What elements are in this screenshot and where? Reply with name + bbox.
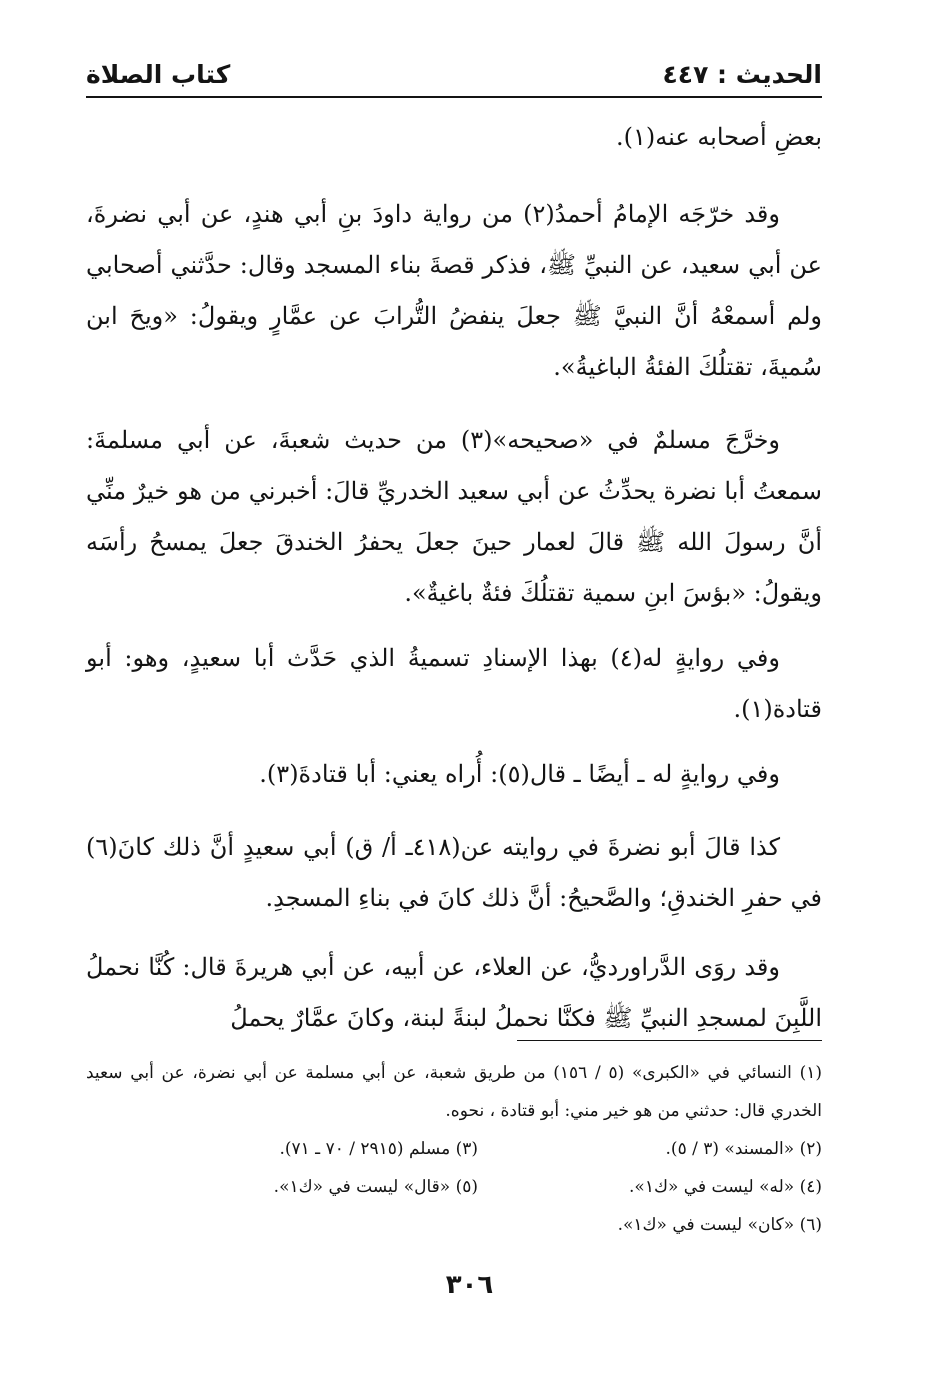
paragraph: وخرَّجَ مسلمٌ في «صحيحه»(٣) من حديث شعبةَ، عن أبي مسلمةَ: سمعتُ أبا نضرة يحدِّثُ عن أبي سعيد الخدريِّ قالَ: أخبرني من هو خيرٌ منِّي أنَّ رسولَ الله ﷺ قالَ لعمار حينَ جعلَ يحفرُ الخندقَ جعلَ يمسحُ رأسَه ويقولُ: «بؤسَ ابنِ سمية تقتلُكَ فئةٌ باغيةٌ».	[86, 426, 822, 607]
paragraph: بعضِ أصحابه عنه(١).	[616, 123, 822, 151]
paragraph: وقد روَى الدَّراورديُّ، عن العلاء، عن أبيه، عن أبي هريرةَ قال: كُنَّا نحملُ اللَّبِنَ لمسجدِ النبيِّ ﷺ فكنَّا نحملُ لبنةً لبنة، وكانَ عمَّارٌ يحملُ	[86, 953, 822, 1032]
paragraph: وفي روايةٍ له(٤) بهذا الإسنادِ تسميةُ الذي حَدَّث أبا سعيدٍ، وهو: أبو قتادة(١).	[86, 644, 822, 723]
footnote-4: (٤) «له» ليست في «ك١».	[629, 1177, 822, 1197]
footnote-row	[86, 1130, 822, 1168]
footnote-row	[86, 1168, 822, 1206]
footnote-5: (٥) «قال» ليست في «ك١».	[273, 1177, 478, 1197]
page-number: ٣٠٦	[445, 1270, 494, 1300]
footnote-divider	[517, 1040, 822, 1041]
footnote-3: (٣) مسلم (٢٩١٥ / ٧٠ ـ ٧١).	[279, 1139, 478, 1159]
main-text	[86, 112, 822, 1044]
footnote-row	[86, 1206, 822, 1244]
hadith-number-label: الحديث : ٤٤٧	[662, 60, 822, 89]
footnote-1: (١) النسائي في «الكبرى» (٥ / ١٥٦) من طريق شعبة، عن أبي مسلمة عن أبي نضرة، عن أبي سعيد الخدري قال: حدثني من هو خير مني: أبو قتادة ، نحوه.	[86, 1063, 822, 1121]
paragraph: كذا قالَ أبو نضرةَ في روايته عن(٤١٨ـ أ/ ق) أبي سعيدٍ أنَّ ذلك كانَ(٦) في حفرِ الخندقِ؛ والصَّحيحُ: أنَّ ذلك كانَ في بناءِ المسجدِ.	[86, 833, 822, 912]
book-title: كتاب الصلاة	[86, 60, 231, 89]
paragraph: وفي روايةٍ له ـ أيضًا ـ قال(٥): أُراه يعني: أبا قتادةَ(٣).	[259, 760, 780, 788]
page-header	[86, 58, 822, 98]
footnote-2: (٢) «المسند» (٣ / ٥).	[665, 1139, 822, 1159]
footnotes	[86, 1054, 822, 1244]
paragraph: وقد خرّجَه الإمامُ أحمدُ(٢) من رواية داودَ بنِ أبي هندٍ، عن أبي نضرةَ، عن أبي سعيد، عن النبيِّ ﷺ، فذكر قصةَ بناء المسجد وقال: حدَّثني أصحابي ولم أسمعْهُ أنَّ النبيَّ ﷺ جعلَ ينفضُ التُّرابَ عن عمَّارٍ ويقولُ: «ويحَ ابن سُميةَ، تقتلُكَ الفئةُ الباغيةُ».	[86, 200, 822, 381]
footnote-6: (٦) «كان» ليست في «ك١».	[617, 1215, 822, 1235]
header-divider	[86, 96, 822, 98]
